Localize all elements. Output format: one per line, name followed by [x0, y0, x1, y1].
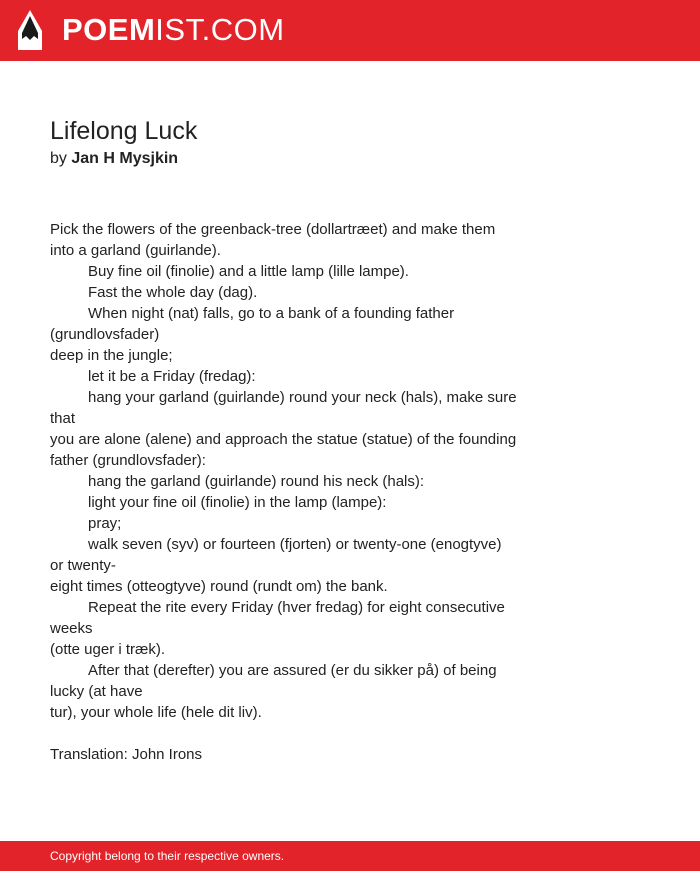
- copyright-notice: Copyright belong to their respective owners.: [50, 849, 285, 863]
- logo-bold-text: POEM: [62, 12, 156, 47]
- poem-line: lucky (at have: [50, 683, 143, 700]
- translation-credit: Translation: John Irons: [50, 746, 203, 763]
- poem-line: Fast the whole day (dag).: [88, 284, 258, 301]
- site-logo[interactable]: [62, 12, 285, 48]
- poem-line: Pick the flowers of the greenback-tree (dollartræet) and make them: [50, 221, 496, 238]
- poem-line: hang your garland (guirlande) round your neck (hals), make sure: [88, 389, 517, 406]
- poem-line: Buy fine oil (finolie) and a little lamp (lille lampe).: [88, 263, 409, 280]
- poem-line: weeks: [50, 620, 93, 637]
- pencil-logo-icon[interactable]: [17, 9, 43, 51]
- poem-line: When night (nat) falls, go to a bank of a founding father: [88, 305, 455, 322]
- poem-line: hang the garland (guirlande) round his neck (hals):: [88, 473, 425, 490]
- poem-line: After that (derefter) you are assured (er du sikker på) of being: [88, 662, 497, 679]
- poem-line: (otte uger i træk).: [50, 641, 166, 658]
- poem-line: eight times (otteogtyve) round (rundt om) the bank.: [50, 578, 388, 595]
- poem-line: father (grundlovsfader):: [50, 452, 206, 469]
- logo-light-text: IST.COM: [155, 12, 285, 47]
- poem-line: deep in the jungle;: [50, 347, 173, 364]
- by-label: by: [50, 150, 67, 167]
- poem-line: light your fine oil (finolie) in the lamp (lampe):: [88, 494, 387, 511]
- poem-line: into a garland (guirlande).: [50, 242, 221, 259]
- poem-line: walk seven (syv) or fourteen (fjorten) or twenty-one (enogtyve): [88, 536, 502, 553]
- poem-line: let it be a Friday (fredag):: [88, 368, 256, 385]
- poem-line: Repeat the rite every Friday (hver fredag) for eight consecutive: [88, 599, 505, 616]
- poem-line: you are alone (alene) and approach the statue (statue) of the founding: [50, 431, 517, 448]
- site-header: [0, 0, 700, 61]
- poem-line: (grundlovsfader): [50, 326, 160, 343]
- poem-line: pray;: [88, 515, 122, 532]
- poem-line: or twenty-: [50, 557, 116, 574]
- poem-body: [50, 219, 550, 723]
- poem-line: that: [50, 410, 76, 427]
- poem-line: tur), your whole life (hele dit liv).: [50, 704, 262, 721]
- poem-title: Lifelong Luck: [50, 117, 198, 145]
- poem-byline: [50, 148, 178, 170]
- poem-author: Jan H Mysjkin: [71, 150, 179, 167]
- site-footer: [0, 841, 700, 871]
